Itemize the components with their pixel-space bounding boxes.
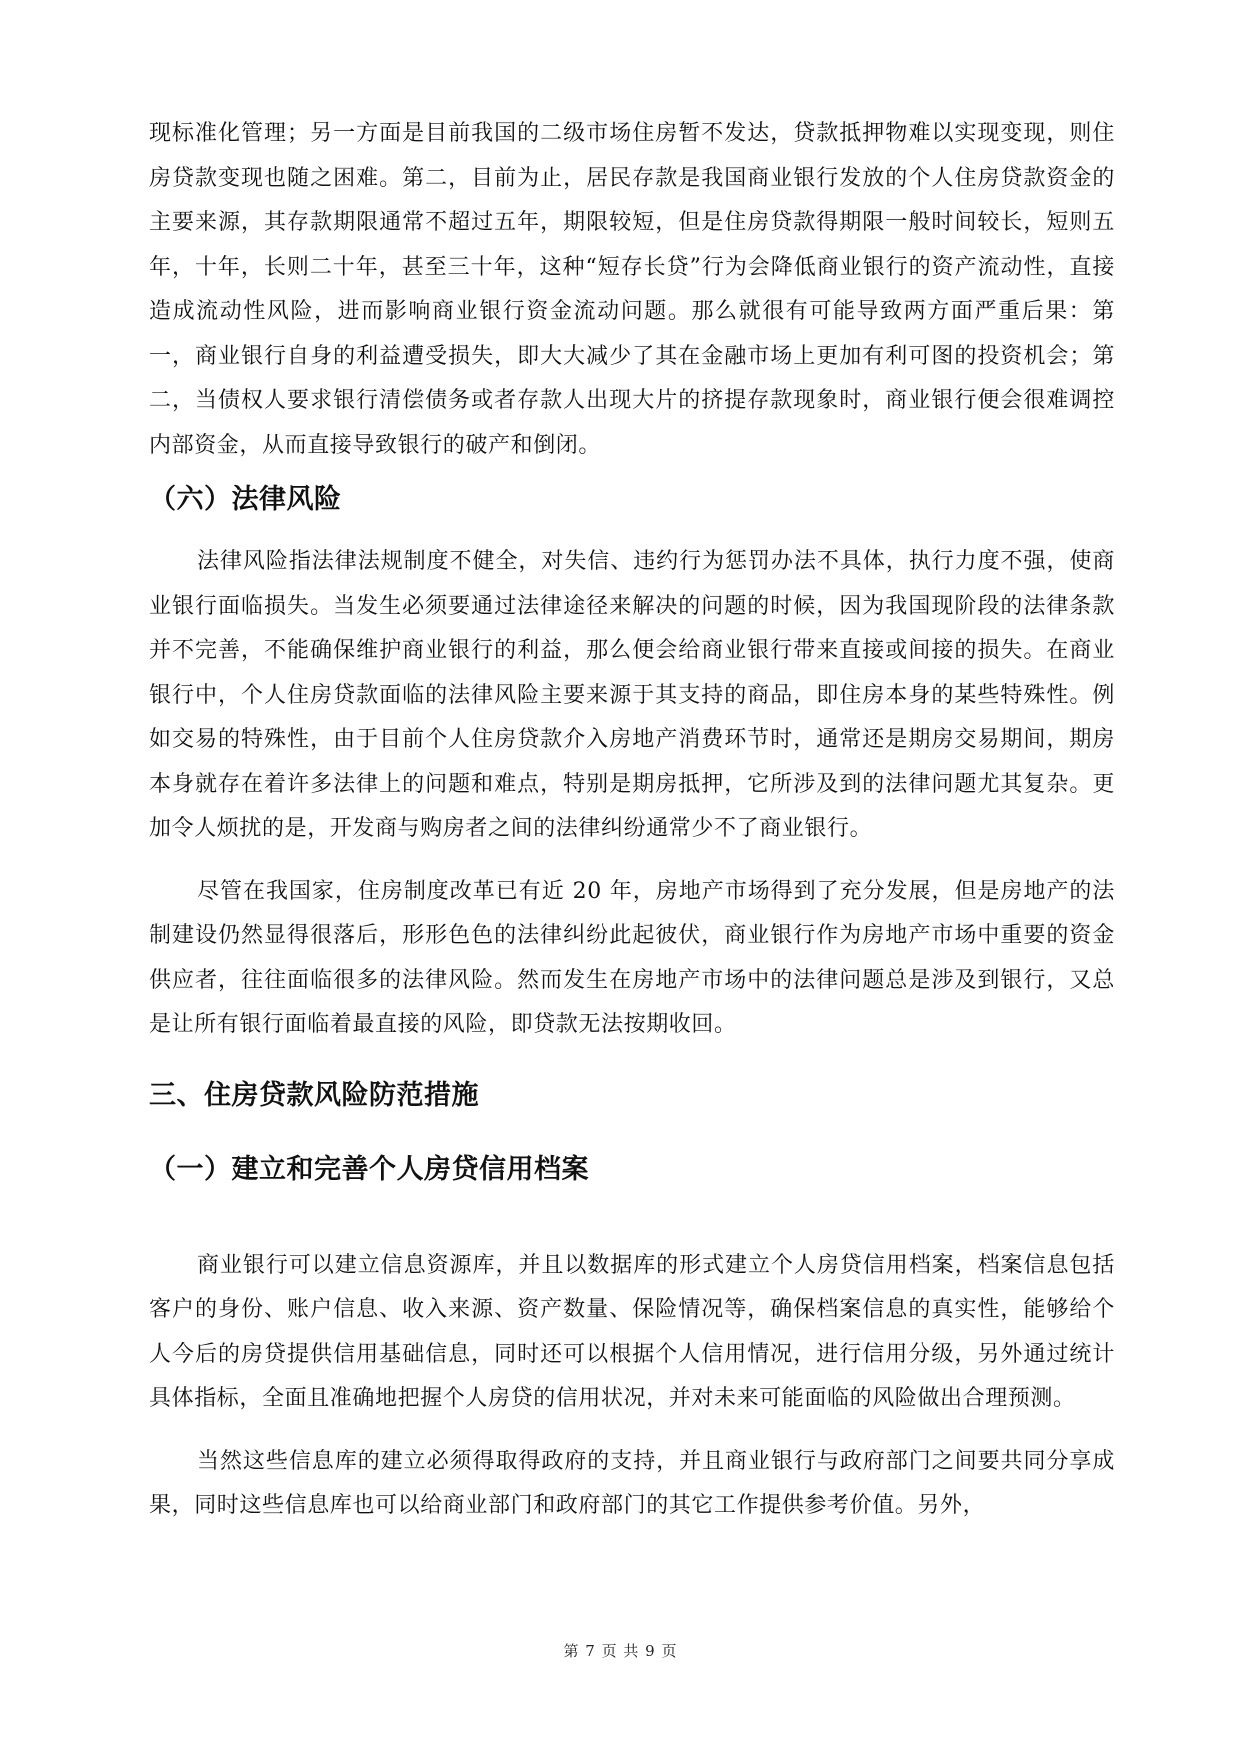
heading-prevention-measures: 三、住房贷款风险防范措施 xyxy=(149,1079,479,1111)
paragraph-legal-risk-1: 法律风险指法律法规制度不健全，对失信、违约行为惩罚办法不具体，执行力度不强，使商业银行面临损失。当发生必须要通过法律途径来解决的问题的时候，因为我国现阶段的法律条款并不完善，不能确保维护商业银行的利益，那么便会给商业银行带来直接或间接的损失。在商业银行中，个人住房贷款面临的法律风险主要来源于其支持的商品，即住房本身的某些特殊性。例如交易的特殊性，由于目前个人住房贷款介入房地产消费环节时，通常还是期房交易期间，期房本身就存在着许多法律上的问题和难点，特别是期房抵押，它所涉及到的法律问题尤其复杂。更加令人烦扰的是，开发商与购房者之间的法律纠纷通常少不了商业银行。 xyxy=(149,549,1115,841)
paragraph-credit-archive-1: 商业银行可以建立信息资源库，并且以数据库的形式建立个人房贷信用档案，档案信息包括客户的身份、账户信息、收入来源、资产数量、保险情况等，确保档案信息的真实性，能够给个人今后的房贷提供信用基础信息，同时还可以根据个人信用情况，进行信用分级，另外通过统计具体指标，全面且准确地把握个人房贷的信用状况，并对未来可能面临的风险做出合理预测。 xyxy=(149,1252,1115,1411)
heading-credit-archive: （一）建立和完善个人房贷信用档案 xyxy=(149,1153,589,1185)
paragraph-credit-archive-2: 当然这些信息库的建立必须得取得政府的支持，并且商业银行与政府部门之间要共同分享成果，同时这些信息库也可以给商业部门和政府部门的其它工作提供参考价值。另外， xyxy=(149,1448,1115,1518)
paragraph-legal-risk-2: 尽管在我国家，住房制度改革已有近 20 年，房地产市场得到了充分发展，但是房地产的法制建设仍然显得很落后，形形色色的法律纠纷此起彼伏，商业银行作为房地产市场中重要的资金供应者，往往面临很多的法律风险。然而发生在房地产市场中的法律问题总是涉及到银行，又总是让所有银行面临着最直接的风险，即贷款无法按期收回。 xyxy=(149,878,1115,1037)
page-number-footer: 第 7 页 共 9 页 xyxy=(563,1642,678,1660)
page-body xyxy=(149,112,1115,1529)
heading-legal-risk: （六）法律风险 xyxy=(149,484,342,515)
paragraph-liquidity-risk-continued: 现标准化管理；另一方面是目前我国的二级市场住房暂不发达，贷款抵押物难以实现变现，则住房贷款变现也随之困难。第二，目前为止，居民存款是我国商业银行发放的个人住房贷款资金的主要来源，其存款期限通常不超过五年，期限较短，但是住房贷款得期限一般时间较长，短则五年，十年，长则二十年，甚至三十年，这种“短存长贷”行为会降低商业银行的资产流动性，直接造成流动性风险，进而影响商业银行资金流动问题。那么就很有可能导致两方面严重后果：第一，商业银行自身的利益遭受损失，即大大减少了其在金融市场上更加有利可图的投资机会；第二，当债权人要求银行清偿债务或者存款人出现大片的挤提存款现象时，商业银行便会很难调控内部资金，从而直接导致银行的破产和倒闭。 xyxy=(149,121,1115,458)
